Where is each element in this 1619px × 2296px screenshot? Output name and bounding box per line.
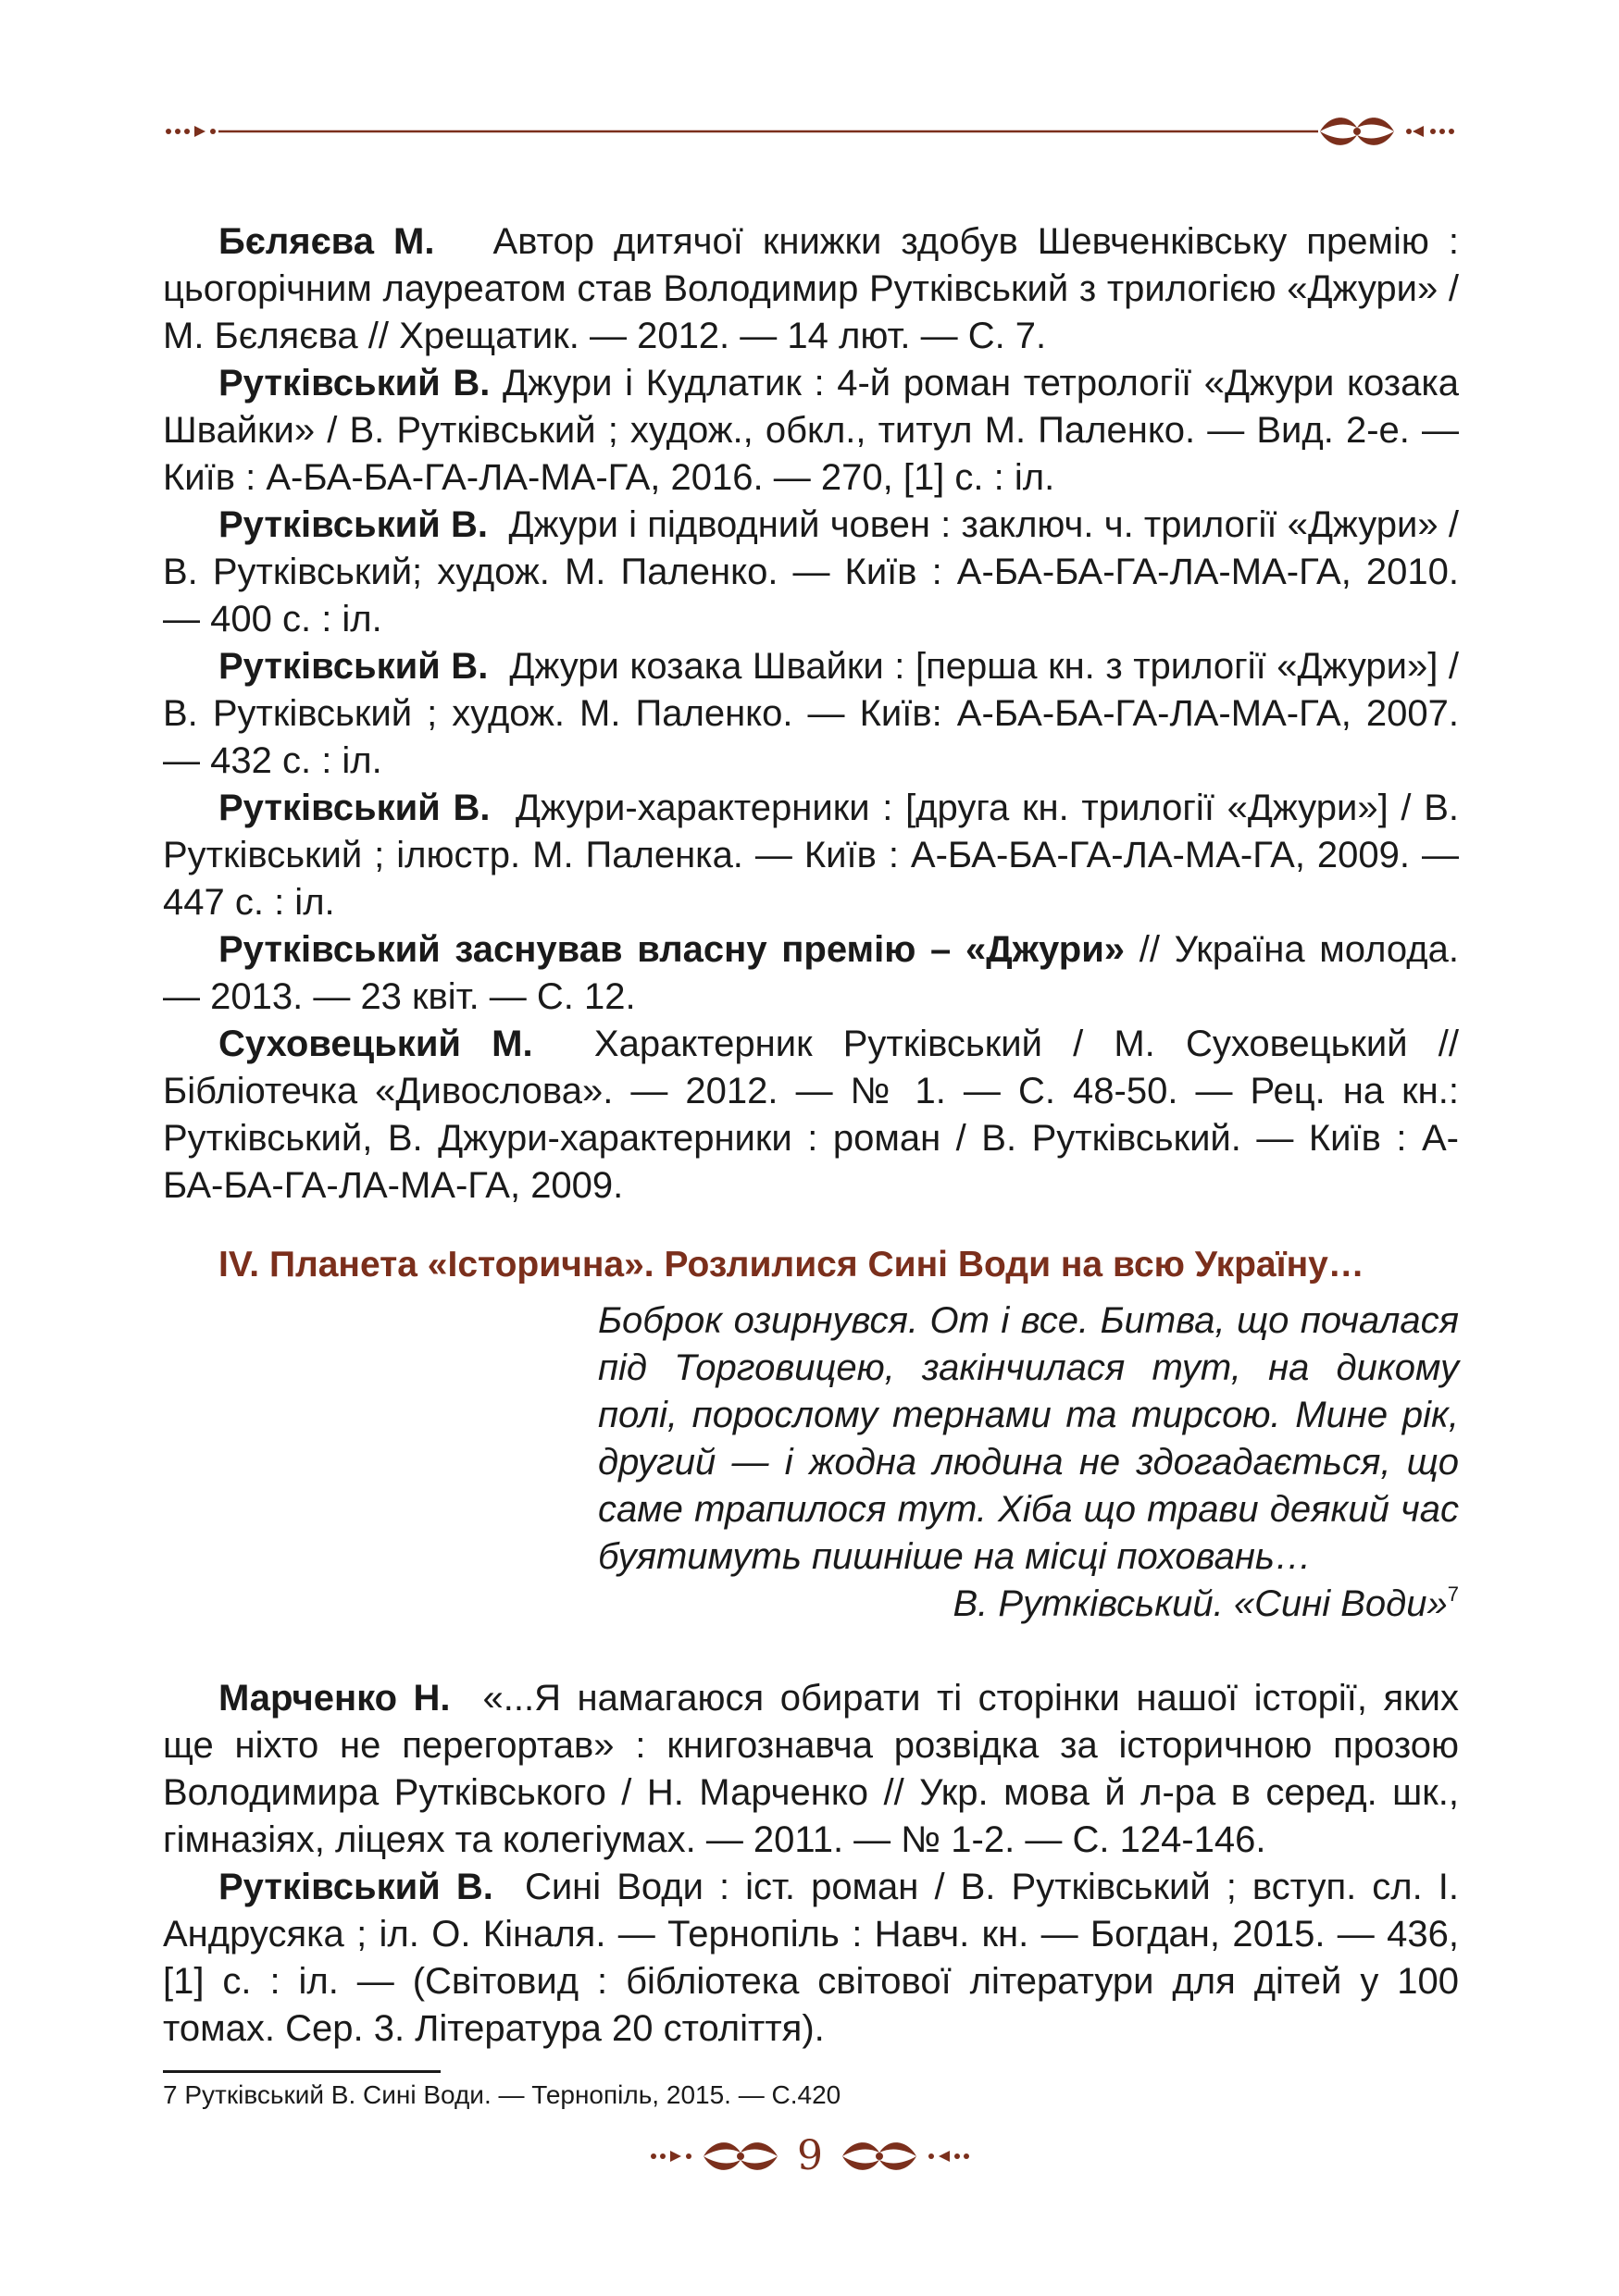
bibliography-entry (163, 502, 1459, 643)
entry-text: Характерник Рутківський / М. Суховецький // Бібліотечка «Дивослова». — 2012. — № 1. — С. 48-50. — Рец. на кн.: Рутківський, В. Джури-характерники : роман / В. Рутківський. — Київ : А-БА-БА-ГА-ЛА-МА-ГА, 2009. (163, 1024, 1459, 1206)
entry-author: Суховецький М. (218, 1024, 533, 1064)
entry-text: Сині Води : іст. роман / В. Рутківський ; вступ. сл. І. Андрусяка ; іл. О. Кіналя. — Тернопіль : Навч. кн. — Богдан, 2015. — 436, [1] с. : іл. — (Світовид : бібліотека світової літератури для дітей у 100 томах. Сер. 3. Література 20 століття). (163, 1867, 1459, 2049)
entry-text: // Україна молода. — 2013. — 23 квіт. — С. 12. (163, 929, 1459, 1017)
header-ornament (163, 104, 1459, 159)
bibliography-entry (163, 1675, 1459, 1864)
epigraph-source-text: В. Рутківський. «Сині Води» (953, 1583, 1448, 1624)
epigraph-source (598, 1581, 1459, 1628)
footnote-reference: 7 (1447, 1582, 1459, 1606)
entry-author: Рутківський В. (218, 504, 489, 545)
entry-author: Бєляєва М. (218, 221, 435, 262)
entry-author: Марченко Н. (218, 1678, 451, 1719)
page-content (163, 218, 1459, 2053)
section-heading: IV. Планета «Історична». Розлилися Сині Води на всю Україну… (218, 1245, 1364, 1285)
entry-author: Рутківський В. (218, 646, 489, 687)
page-footer-ornament (648, 2128, 972, 2184)
entry-text: Джури і підводний човен : заключ. ч. трилогії «Джури» / В. Рутківський; худож. М. Паленко. — Київ : А-БА-БА-ГА-ЛА-МА-ГА, 2010. — 400 с. : іл. (163, 504, 1459, 639)
bibliography-entry (163, 785, 1459, 926)
bibliography-entry (163, 218, 1459, 360)
entry-author: Рутківський В. (218, 788, 491, 828)
epigraph (598, 1297, 1459, 1628)
entry-text: Автор дитячої книжки здобув Шевченківську премію : цьогорічним лауреатом став Володимир Рутківський з трилогією «Джури» / М. Бєляєва // Хрещатик. — 2012. — 14 лют. — С. 7. (163, 221, 1459, 356)
bibliography-entry (163, 926, 1459, 1021)
entry-text: Джури-характерники : [друга кн. трилогії «Джури»] / В. Рутківський ; ілюстр. М. Паленка. — Київ : А-БА-БА-ГА-ЛА-МА-ГА, 2009. — 447 с. : іл. (163, 788, 1459, 923)
bibliography-entry (163, 360, 1459, 502)
bibliography-entry (163, 1864, 1459, 2053)
bibliography-entry (163, 1021, 1459, 1210)
entry-text: Джури і Кудлатик : 4-й роман тетрології «Джури козака Швайки» / В. Рутківський ; худож., обкл., титул М. Паленко. — Вид. 2-е. —Київ : А-БА-БА-ГА-ЛА-МА-ГА, 2016. — 270, [1] с. : іл. (163, 363, 1459, 498)
entry-text: Джури козака Швайки : [перша кн. з трилогії «Джури»] / В. Рутківський ; худож. М. Паленко. — Київ: А-БА-БА-ГА-ЛА-МА-ГА, 2007. — 432 с. : іл. (163, 646, 1459, 781)
entry-author: Рутківський В. (218, 1867, 493, 1907)
entry-text: «...Я намагаюся обирати ті сторінки нашої історії, яких ще ніхто не перегортав» : книгознавча розвідка за історичною прозою Володимира Рутківського / Н. Марченко // Укр. мова й л-ра в серед. шк., гімназіях, ліцеях та колегіумах. — 2011. — № 1-2. — С. 124-146. (163, 1678, 1459, 1860)
footnote-divider (163, 2070, 441, 2073)
entry-author: Рутківський заснував власну премію – «Джури» (218, 929, 1126, 970)
page-number: 9 (797, 2132, 823, 2179)
footnote: 7 Рутківський В. Сині Води. — Тернопіль, 2015. — С.420 (163, 2080, 841, 2109)
entry-author: Рутківський В. (218, 363, 491, 403)
epigraph-text: Боброк озирнувся. От і все. Битва, що почалася під Торговицею, закінчилася тут, на дикому полі, порослому тернами та тирсою. Мине рік, другий — і жодна людина не здогадається, що саме трапилося тут. Хіба що трави деякий час буятимуть пишніше на місці поховань… (598, 1300, 1459, 1577)
bibliography-entry (163, 643, 1459, 785)
